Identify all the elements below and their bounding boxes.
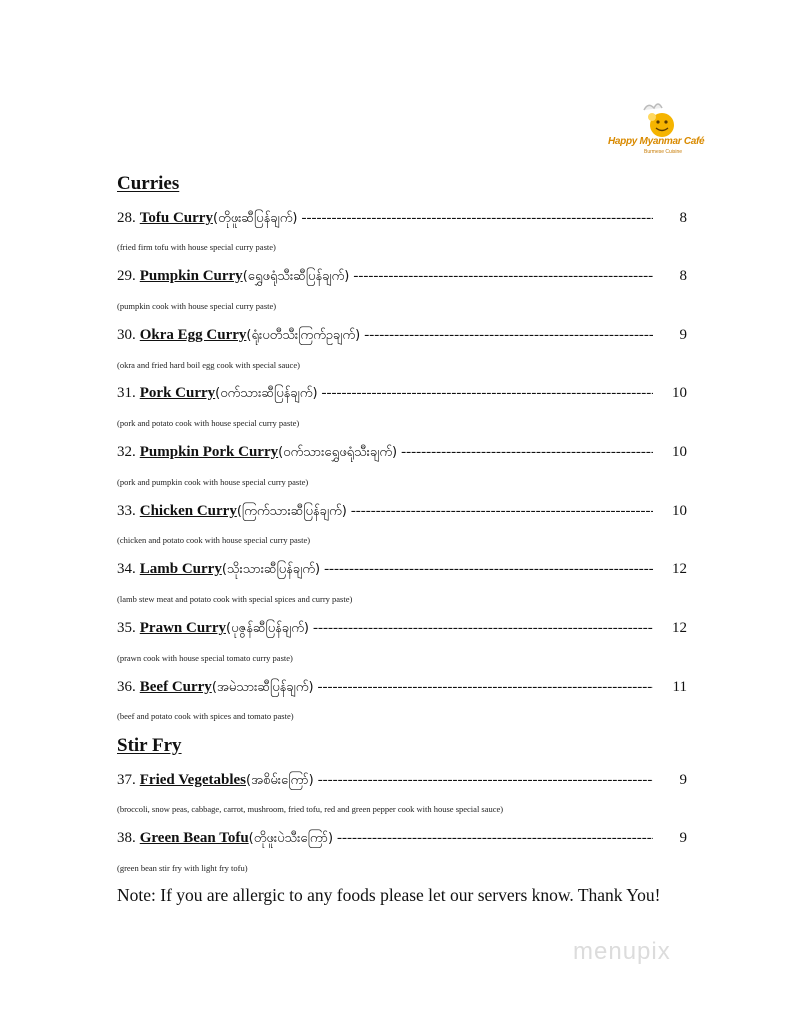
item-description: (beef and potato cook with spices and tomato paste) [117, 711, 294, 721]
item-description: (lamb stew meat and potato cook with special spices and curry paste) [117, 594, 353, 604]
item-description: (chicken and potato cook with house special curry paste) [117, 535, 311, 545]
item-price: 9 [679, 830, 687, 846]
allergy-note: Note: If you are allergic to any foods please let our servers know. Thank You! [117, 885, 661, 905]
smiley-chef-icon [604, 100, 712, 140]
item-price: 8 [679, 268, 687, 284]
dot-leader [364, 327, 653, 344]
item-description: (broccoli, snow peas, cabbage, carrot, mushroom, fried tofu, red and green pepper cook with house special sauce) [117, 804, 504, 814]
item-price: 10 [672, 444, 687, 460]
menu-item [117, 503, 687, 525]
item-name: Pumpkin Pork Curry [139, 444, 279, 460]
item-price: 10 [672, 503, 687, 519]
dot-leader [322, 385, 653, 402]
menu-item [117, 444, 687, 466]
item-name-burmese: (အမဲသားဆီပြန်ချက်) [211, 680, 314, 695]
menu-item [117, 327, 687, 349]
item-number: 31. [117, 385, 136, 401]
logo-name: Happy Myanmar Café [608, 136, 705, 147]
item-number: 30. [117, 327, 136, 343]
item-number: 35. [117, 620, 136, 636]
restaurant-logo [604, 100, 712, 158]
item-price: 10 [672, 385, 687, 401]
item-description: (pork and potato cook with house special curry paste) [117, 418, 300, 428]
item-name: Pumpkin Curry [139, 268, 243, 284]
item-description: (pork and pumpkin cook with house special curry paste) [117, 477, 309, 487]
dot-leader [401, 444, 653, 461]
item-price: 9 [679, 772, 687, 788]
item-price: 8 [679, 210, 687, 226]
item-name-burmese: (တိုဖူးဆီပြန်ချက်) [212, 211, 298, 226]
item-price: 9 [679, 327, 687, 343]
item-description: (pumpkin cook with house special curry paste) [117, 301, 277, 311]
dot-leader [301, 210, 653, 227]
item-name: Prawn Curry [139, 620, 226, 636]
menu-item [117, 620, 687, 642]
dot-leader [353, 268, 653, 285]
item-number: 33. [117, 503, 136, 519]
item-name: Pork Curry [139, 385, 216, 401]
item-name: Okra Egg Curry [139, 327, 247, 343]
dot-leader [313, 620, 653, 637]
item-name-burmese: (တိုဖူးပဲသီးကြော်) [248, 831, 334, 846]
item-name-burmese: (ဝက်သားဆီပြန်ချက်) [215, 386, 318, 401]
dot-leader [337, 830, 653, 847]
item-name-burmese: (အစိမ်းကြော်) [246, 773, 314, 788]
menu-item [117, 385, 687, 407]
item-name: Lamb Curry [139, 561, 222, 577]
menu-item [117, 772, 687, 794]
item-description: (fried firm tofu with house special curry paste) [117, 242, 276, 252]
section-title-stir-fry: Stir Fry [117, 735, 182, 756]
item-name: Green Bean Tofu [139, 830, 249, 846]
item-number: 38. [117, 830, 136, 846]
dot-leader [324, 561, 653, 578]
item-name-burmese: (ကြက်သားဆီပြန်ချက်) [236, 504, 347, 519]
item-name: Beef Curry [139, 679, 212, 695]
menu-item [117, 210, 687, 232]
logo-tagline: Burmese Cuisine [644, 149, 683, 155]
item-name-burmese: (ရုံးပတီသီးကြက်ဥချက်) [246, 328, 361, 343]
item-price: 12 [672, 561, 687, 577]
menu-item [117, 830, 687, 852]
watermark: menupix [573, 938, 671, 965]
item-name: Fried Vegetables [139, 772, 246, 788]
item-number: 36. [117, 679, 136, 695]
menu-item [117, 561, 687, 583]
menu-item [117, 268, 687, 290]
section-title-curries: Curries [117, 173, 180, 194]
dot-leader [351, 503, 653, 520]
item-name-burmese: (ပုဇွန်ဆီပြန်ချက်) [226, 621, 310, 636]
item-number: 29. [117, 268, 136, 284]
item-number: 28. [117, 210, 136, 226]
item-name-burmese: (သိုးသားဆီပြန်ချက်) [221, 562, 321, 577]
menu-item [117, 679, 687, 701]
item-description: (green bean stir fry with light fry tofu) [117, 863, 248, 873]
item-description: (prawn cook with house special tomato curry paste) [117, 653, 293, 663]
item-description: (okra and fried hard boil egg cook with special sauce) [117, 360, 300, 370]
dot-leader [318, 679, 653, 696]
item-number: 32. [117, 444, 136, 460]
dot-leader [318, 772, 653, 789]
item-name-burmese: (ဝက်သားရွှေဖရုံသီးချက်) [278, 445, 398, 460]
item-name: Chicken Curry [139, 503, 237, 519]
item-price: 11 [672, 679, 687, 695]
item-number: 34. [117, 561, 136, 577]
item-number: 37. [117, 772, 136, 788]
item-name-burmese: (ရွှေဖရုံသီးဆီပြန်ချက်) [242, 269, 350, 284]
item-name: Tofu Curry [139, 210, 213, 226]
item-price: 12 [672, 620, 687, 636]
